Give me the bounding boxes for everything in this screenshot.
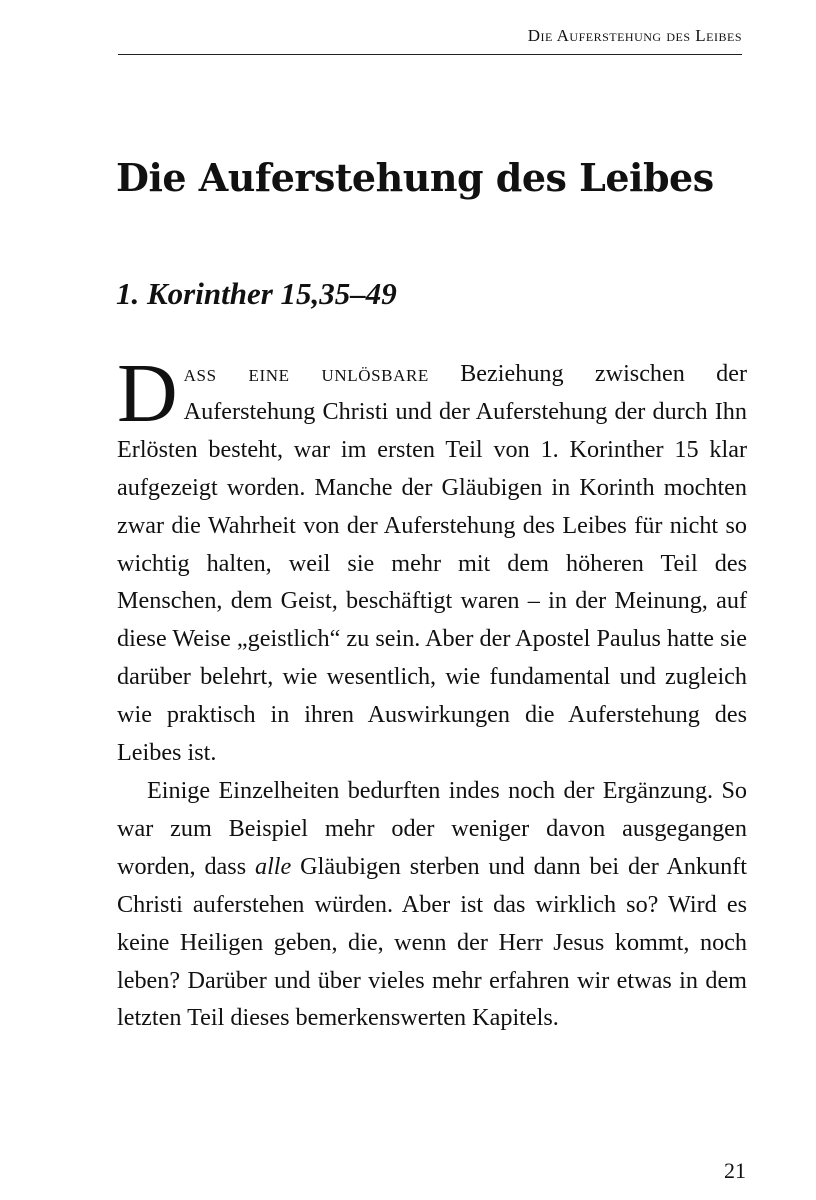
paragraph-2 <box>117 772 747 1037</box>
paragraph-2-text-before: Einige Einzelheiten bedurften indes noch der Ergänzung. So war zum Beispiel mehr oder weniger davon ausgegangen worden, dass <box>117 776 747 880</box>
drop-cap: D <box>117 347 178 440</box>
running-header: Die Auferstehung des Leibes <box>527 26 742 45</box>
paragraph-2-text-after: Gläubigen sterben und dann bei der Ankunft Christi auferstehen würden. Aber ist das wirklich so? Wird es keine Heiligen geben, die, wenn der Herr Jesus kommt, noch leben? Darüber und über vieles mehr erfahren wir etwas in dem letzten Teil dieses bemerkenswerten Kapitels. <box>117 852 747 1032</box>
body-text <box>117 347 747 1037</box>
chapter-title: Die Auferstehung des Leibes <box>116 155 714 200</box>
header-rule <box>118 54 742 55</box>
page-number: 21 <box>724 1158 746 1183</box>
lead-in-small-caps: ass eine unlösbare <box>183 360 429 387</box>
paragraph-1-text: Beziehung zwischen der Auferstehung Christi und der Auferstehung der durch Ihn Erlösten besteht, war im ersten Teil von 1. Korinther 15 klar aufgezeigt worden. Manche der Gläubigen in Korinth mochten zwar die Wahrheit von der Auferstehung des Leibes für nicht so wichtig halten, weil sie mehr mit dem höheren Teil des Menschen, dem Geist, beschäftigt waren – in der Meinung, auf diese Weise „geistlich“ zu sein. Aber der Apostel Paulus hatte sie darüber belehrt, wie wesentlich, wie fundamental und zugleich wie praktisch in ihren Auswirkungen die Auferstehung des Leibes ist. <box>117 360 747 767</box>
emphasis-word: alle <box>254 852 292 880</box>
scripture-reference: 1. Korinther 15,35–49 <box>116 276 397 311</box>
paragraph-1 <box>117 347 747 772</box>
